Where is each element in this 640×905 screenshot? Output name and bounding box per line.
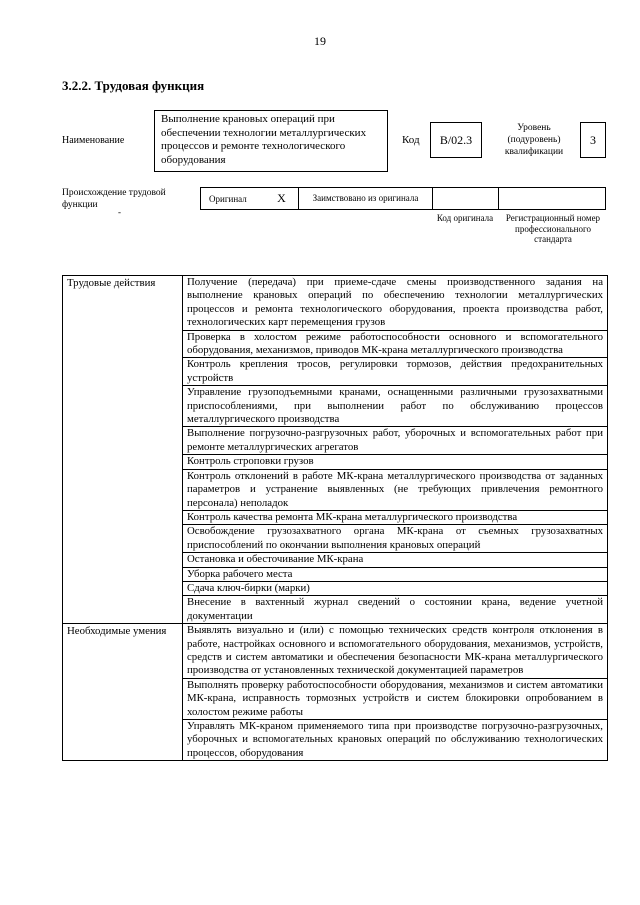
table-cell: Уборка рабочего места	[183, 567, 608, 581]
original-code-cell	[433, 188, 499, 209]
code-value-box: B/02.3	[430, 122, 482, 158]
code-caption: Код оригинала	[436, 213, 494, 223]
table-cell: Контроль качества ремонта МК-крана металлургического производства	[183, 510, 608, 524]
function-name-box: Выполнение крановых операций при обеспечении технологии металлургических процессов и ремонте технологического оборудования	[154, 110, 388, 172]
skills-category: Необходимые умения	[63, 624, 183, 761]
table-cell: Получение (передача) при приеме-сдаче смены производственного задания на выполнение крановых операций по обеспечению технологии металлургических процессов и ремонта технологического оборудования, проекта производства работ, технологических карт перемещения грузов	[183, 276, 608, 331]
table-cell: Управлять МК-краном применяемого типа при производстве погрузочно-разгрузочных, уборочных и вспомогательных крановых операций по обслуживанию технологических процессов, оборудования	[183, 720, 608, 761]
original-label: Оригинал	[209, 193, 247, 204]
reg-caption: Регистрационный номер профессионального стандарта	[505, 213, 601, 244]
origin-row	[200, 187, 606, 210]
table-cell: Управление грузоподъемными кранами, оснащенными различными грузозахватными приспособлениями, при выполнении работ по обслуживанию процессов металлургического производства	[183, 386, 608, 427]
level-value-box: 3	[580, 122, 606, 158]
function-table	[62, 275, 608, 761]
table-cell: Контроль отклонений в работе МК-крана металлургического производства от заданных параметров и устранение выявленных (не требующих привлечения ремонтного персонала) неполадок	[183, 469, 608, 510]
name-label: Наименование	[62, 135, 125, 146]
table-cell: Выявлять визуально и (или) с помощью технических средств контроля отклонения в работе, настройках основного и вспомогательного оборудования, механизмов, устройств, средств и систем автоматики и обеспечения безопасности МК-крана металлургического производства от установленных технической документацией параметров	[183, 624, 608, 679]
section-title: 3.2.2. Трудовая функция	[62, 78, 205, 93]
borrowed-label: Заимствовано из оригинала	[299, 188, 433, 209]
actions-category: Трудовые действия	[63, 276, 183, 624]
table-cell: Выполнение погрузочно-разгрузочных работ, уборочных и вспомогательных работ при ремонте металлургических агрегатов	[183, 427, 608, 455]
table-cell: Контроль строповки грузов	[183, 455, 608, 469]
origin-label: Происхождение трудовой функции	[62, 188, 166, 210]
table-cell: Сдача ключ-бирки (марки)	[183, 581, 608, 595]
table-cell: Выполнять проверку работоспособности оборудования, механизмов и систем автоматики МК-крана, исправность тормозных устройств и систем блокировки опробованием в холостом режиме работы	[183, 678, 608, 719]
table-row	[63, 276, 608, 331]
original-mark: X	[265, 188, 299, 209]
page-number: 19	[314, 34, 326, 48]
table-cell: Контроль крепления тросов, регулировки тормозов, действия предохранительных устройств	[183, 358, 608, 386]
reg-number-cell	[499, 188, 605, 209]
code-label: Код	[402, 134, 420, 146]
table-cell: Внесение в вахтенный журнал сведений о состоянии крана, ведение учетной документации	[183, 596, 608, 624]
table-row	[63, 624, 608, 679]
table-cell: Освобождение грузозахватного органа МК-крана от съемных грузозахватных приспособлений по окончании выполнения крановых операций	[183, 525, 608, 553]
level-label: Уровень (подуровень) квалификации	[504, 123, 564, 157]
origin-dash: -	[118, 207, 121, 217]
table-cell: Остановка и обесточивание МК-крана	[183, 553, 608, 567]
table-cell: Проверка в холостом режиме работоспособности основного и вспомогательного оборудования, механизмов, приводов МК-крана металлургического производства	[183, 330, 608, 358]
